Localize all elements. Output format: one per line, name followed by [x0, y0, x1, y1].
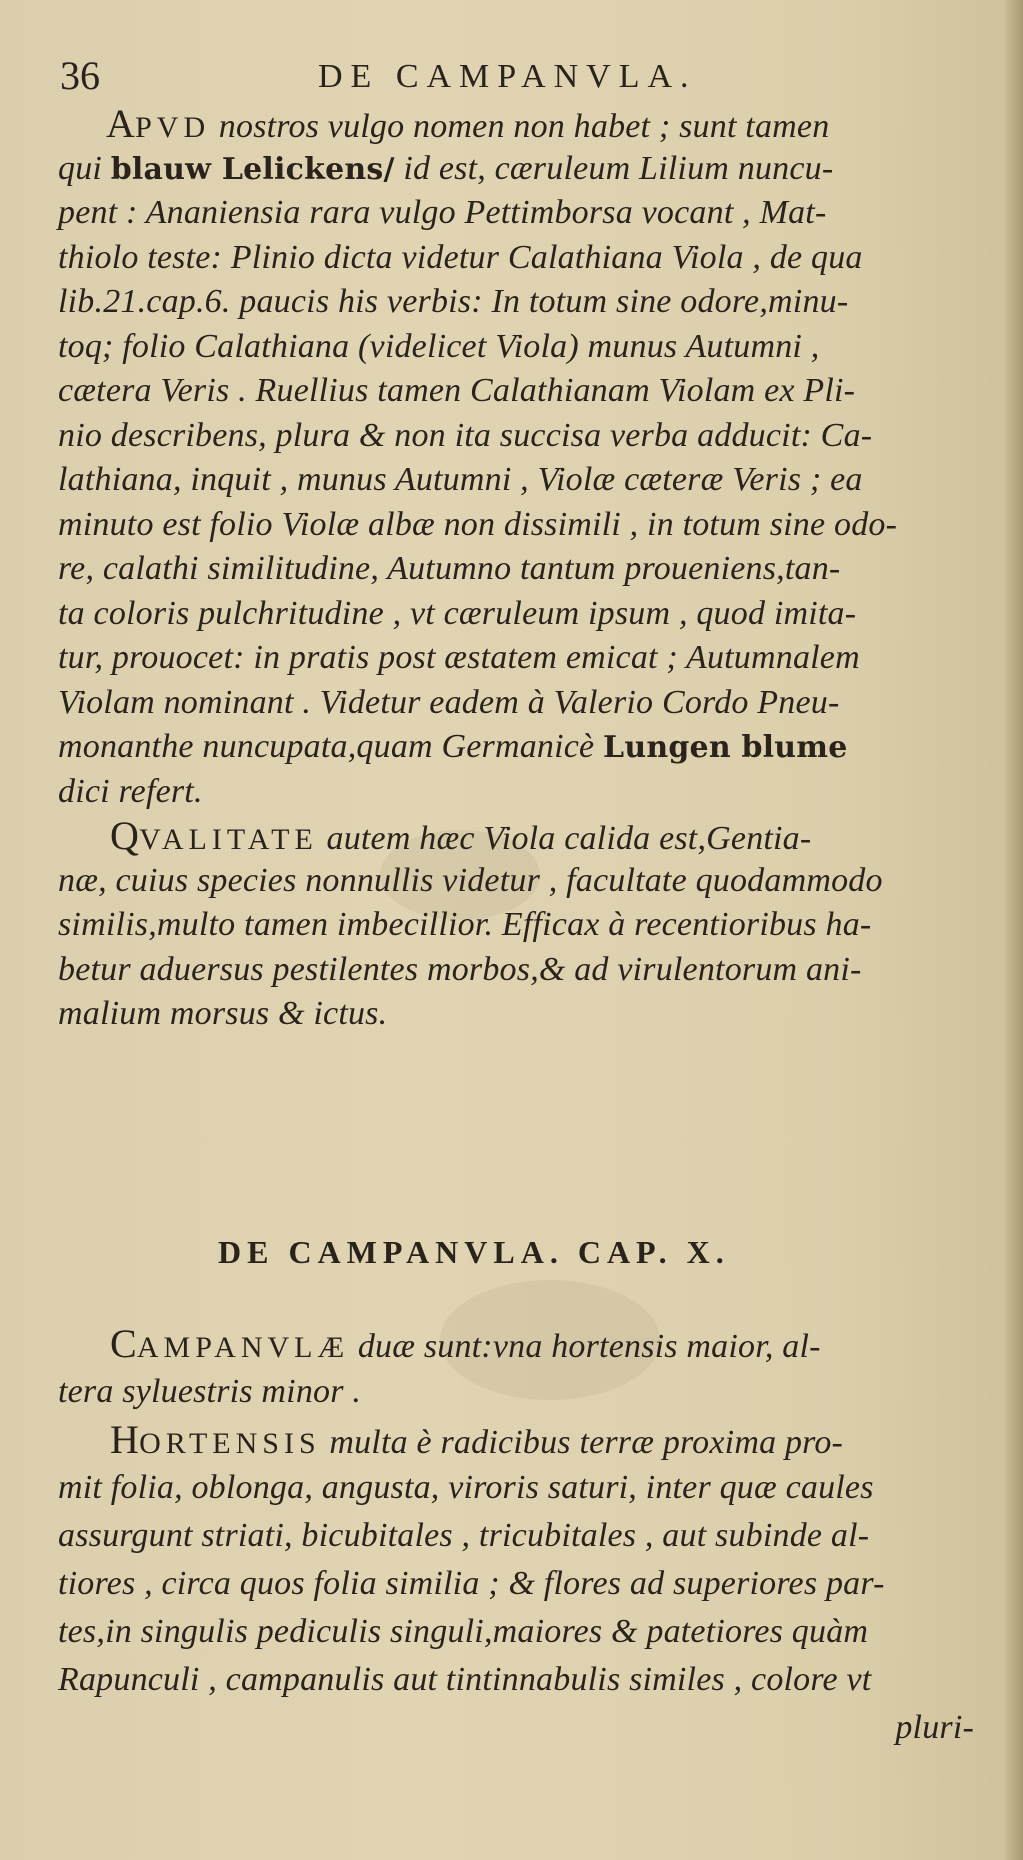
text-line: tera syluestris minor .: [58, 1373, 362, 1410]
text-line: dici refert.: [58, 772, 203, 810]
text-line: APVD nostros vulgo nomen non habet ; sunt tamen: [106, 101, 830, 146]
text-line: næ, cuius species nonnullis videtur , facultate quodammodo: [58, 861, 883, 899]
text-line: re, calathi similitudine, Autumno tantum proueniens,tan-: [58, 550, 841, 587]
text-line: HORTENSIS multa è radicibus terræ proxima pro-: [110, 1417, 844, 1462]
text-line: lathiana, inquit , munus Autumni , Violæ cæteræ Veris ; ea: [58, 461, 863, 498]
text-line: ta coloris pulchritudine , vt cæruleum ipsum , quod imita-: [58, 594, 857, 632]
dropcap: C: [110, 1321, 137, 1366]
text-line: pent : Ananiensia rara vulgo Pettimborsa vocant , Mat-: [58, 194, 827, 231]
text-line: thiolo teste: Plinio dicta videtur Calathiana Viola , de qua: [58, 238, 863, 276]
text-line: mit folia, oblonga, angusta, viroris saturi, inter quæ caules: [58, 1469, 874, 1506]
running-head: DE CAMPANVLA.: [318, 58, 697, 95]
text-line: malium morsus & ictus.: [58, 995, 388, 1032]
text-block-upper: [58, 102, 986, 1037]
text-line: Rapunculi , campanulis aut tintinnabulis similes , colore vt: [58, 1661, 872, 1698]
blackletter-word: Lungen blume: [603, 730, 848, 765]
text-line: Violam nominant . Videtur eadem à Valerio Cordo Pneu-: [58, 683, 840, 721]
text-line: betur aduersus pestilentes morbos,& ad virulentorum ani-: [58, 950, 862, 988]
text-line: tes,in singulis pediculis singuli,maiores & patetiores quàm: [58, 1613, 869, 1650]
dropcap: A: [106, 101, 136, 146]
page-edge: [1005, 0, 1023, 1860]
text-line: QVALITATE autem hæc Viola calida est,Gentia-: [110, 813, 812, 858]
text-line: assurgunt striati, bicubitales , tricubitales , aut subinde al-: [58, 1517, 870, 1554]
small-caps: ORTENSIS: [139, 1427, 321, 1460]
text-line: cætera Veris . Ruellius tamen Calathianam Violam ex Pli-: [58, 372, 856, 409]
small-caps: VALITATE: [139, 823, 318, 856]
text-line: toq; folio Calathiana (videlicet Viola) munus Autumni ,: [58, 327, 820, 365]
chapter-heading: DE CAMPANVLA. CAP. X.: [218, 1234, 730, 1270]
text-line: nio describens, plura & non ita succisa verba adducit: Ca-: [58, 416, 873, 454]
text-line: similis,multo tamen imbecillior. Efficax à recentioribus ha-: [58, 906, 872, 943]
text-line: qui blauw Lelickens/ id est, cæruleum Lilium nuncu-: [58, 149, 834, 187]
text-line: monanthe nuncupata,quam Germanicè Lungen blume: [58, 728, 848, 765]
text-line: CAMPANVLÆ duæ sunt:vna hortensis maior, al-: [110, 1321, 821, 1366]
text-line: tiores , circa quos folia similia ; & flores ad superiores par-: [58, 1565, 885, 1602]
small-caps: PVD: [135, 111, 211, 144]
small-caps: AMPANVLÆ: [136, 1331, 350, 1364]
text-line: tur, prouocet: in pratis post æstatem emicat ; Autumnalem: [58, 639, 860, 676]
dropcap: Q: [110, 813, 140, 858]
catchword: pluri-: [895, 1709, 974, 1746]
page-number: 36: [60, 53, 100, 98]
text-block-lower: [58, 1320, 986, 1752]
page-header: [60, 52, 980, 102]
text-line: minuto est folio Violæ albæ non dissimili , in totum sine odo-: [58, 505, 898, 543]
blackletter-word: blauw Lelickens/: [110, 151, 395, 187]
text-line: lib.21.cap.6. paucis his verbis: In totum sine odore,minu-: [58, 283, 849, 320]
dropcap: H: [110, 1417, 140, 1462]
